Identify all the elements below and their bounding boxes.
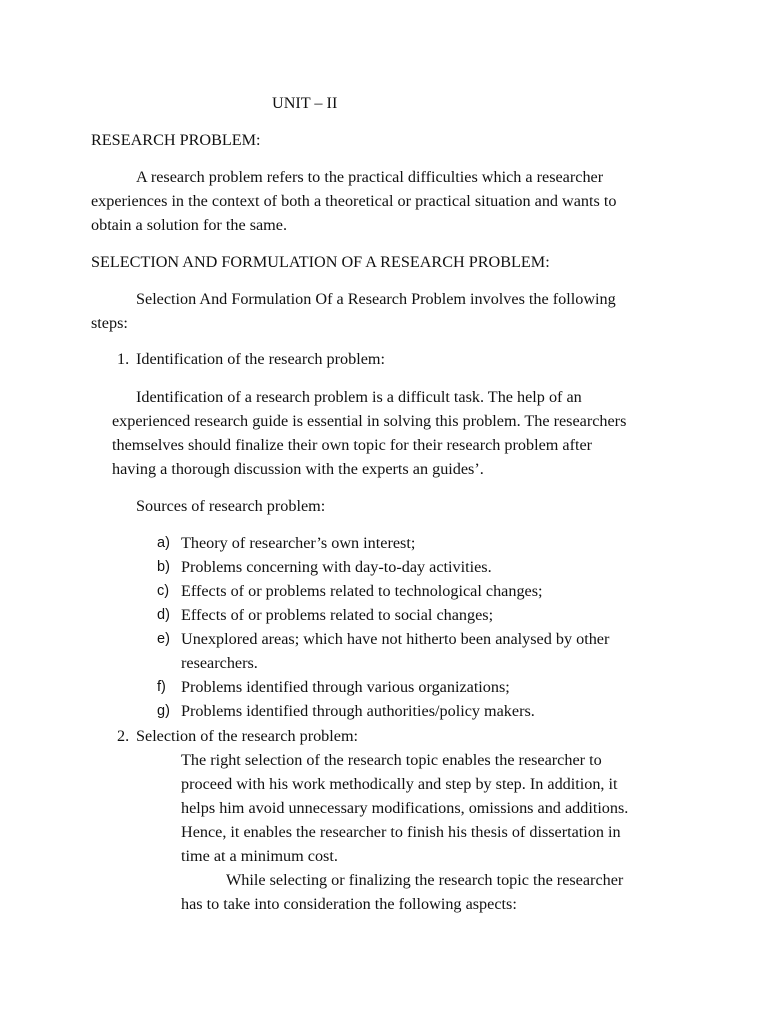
list-item-text: Problems concerning with day-to-day activities. [181, 558, 492, 576]
text-line: time at a minimum cost. [181, 847, 338, 865]
list-item-text: Problems identified through authorities/policy makers. [181, 702, 535, 720]
list-marker: g) [157, 703, 170, 719]
list-item-text: researchers. [181, 654, 258, 672]
list-item-text: Unexplored areas; which have not hitherto been analysed by other [181, 630, 610, 648]
step-title: Selection of the research problem: [136, 727, 359, 745]
list-marker: a) [157, 535, 170, 551]
step-number: 2. [117, 727, 130, 745]
text-line: Selection And Formulation Of a Research Problem involves the following [136, 290, 616, 308]
step-number: 1. [117, 350, 130, 368]
text-line: having a thorough discussion with the experts an guides’. [112, 460, 484, 478]
text-line: steps: [91, 314, 128, 332]
text-line: helps him avoid unnecessary modifications, omissions and additions. [181, 799, 629, 817]
unit-title: UNIT – II [272, 94, 338, 112]
text-line: themselves should finalize their own topic for their research problem after [112, 436, 593, 454]
list-marker: f) [157, 679, 166, 695]
list-marker: d) [157, 607, 170, 623]
text-line: A research problem refers to the practical difficulties which a researcher [136, 168, 604, 186]
text-line: has to take into consideration the following aspects: [181, 895, 517, 913]
text-line: While selecting or finalizing the research topic the researcher [226, 871, 624, 889]
step-title: Identification of the research problem: [136, 350, 386, 368]
heading-research-problem: RESEARCH PROBLEM: [91, 131, 261, 149]
text-line: obtain a solution for the same. [91, 216, 288, 234]
sources-heading: Sources of research problem: [136, 497, 326, 515]
list-marker: e) [157, 631, 170, 647]
list-item-text: Effects of or problems related to technological changes; [181, 582, 543, 600]
text-line: proceed with his work methodically and step by step. In addition, it [181, 775, 618, 793]
text-line: Identification of a research problem is a difficult task. The help of an [136, 388, 582, 406]
heading-selection-formulation: SELECTION AND FORMULATION OF A RESEARCH PROBLEM: [91, 253, 550, 271]
list-marker: c) [157, 583, 170, 599]
list-item-text: Problems identified through various organizations; [181, 678, 510, 696]
list-item-text: Effects of or problems related to social changes; [181, 606, 494, 624]
list-item-text: Theory of researcher’s own interest; [181, 534, 416, 552]
list-marker: b) [157, 559, 170, 575]
text-line: experiences in the context of both a theoretical or practical situation and wants to [91, 192, 617, 210]
text-line: The right selection of the research topic enables the researcher to [181, 751, 602, 769]
text-line: experienced research guide is essential in solving this problem. The researchers [112, 412, 627, 430]
text-line: Hence, it enables the researcher to finish his thesis of dissertation in [181, 823, 621, 841]
